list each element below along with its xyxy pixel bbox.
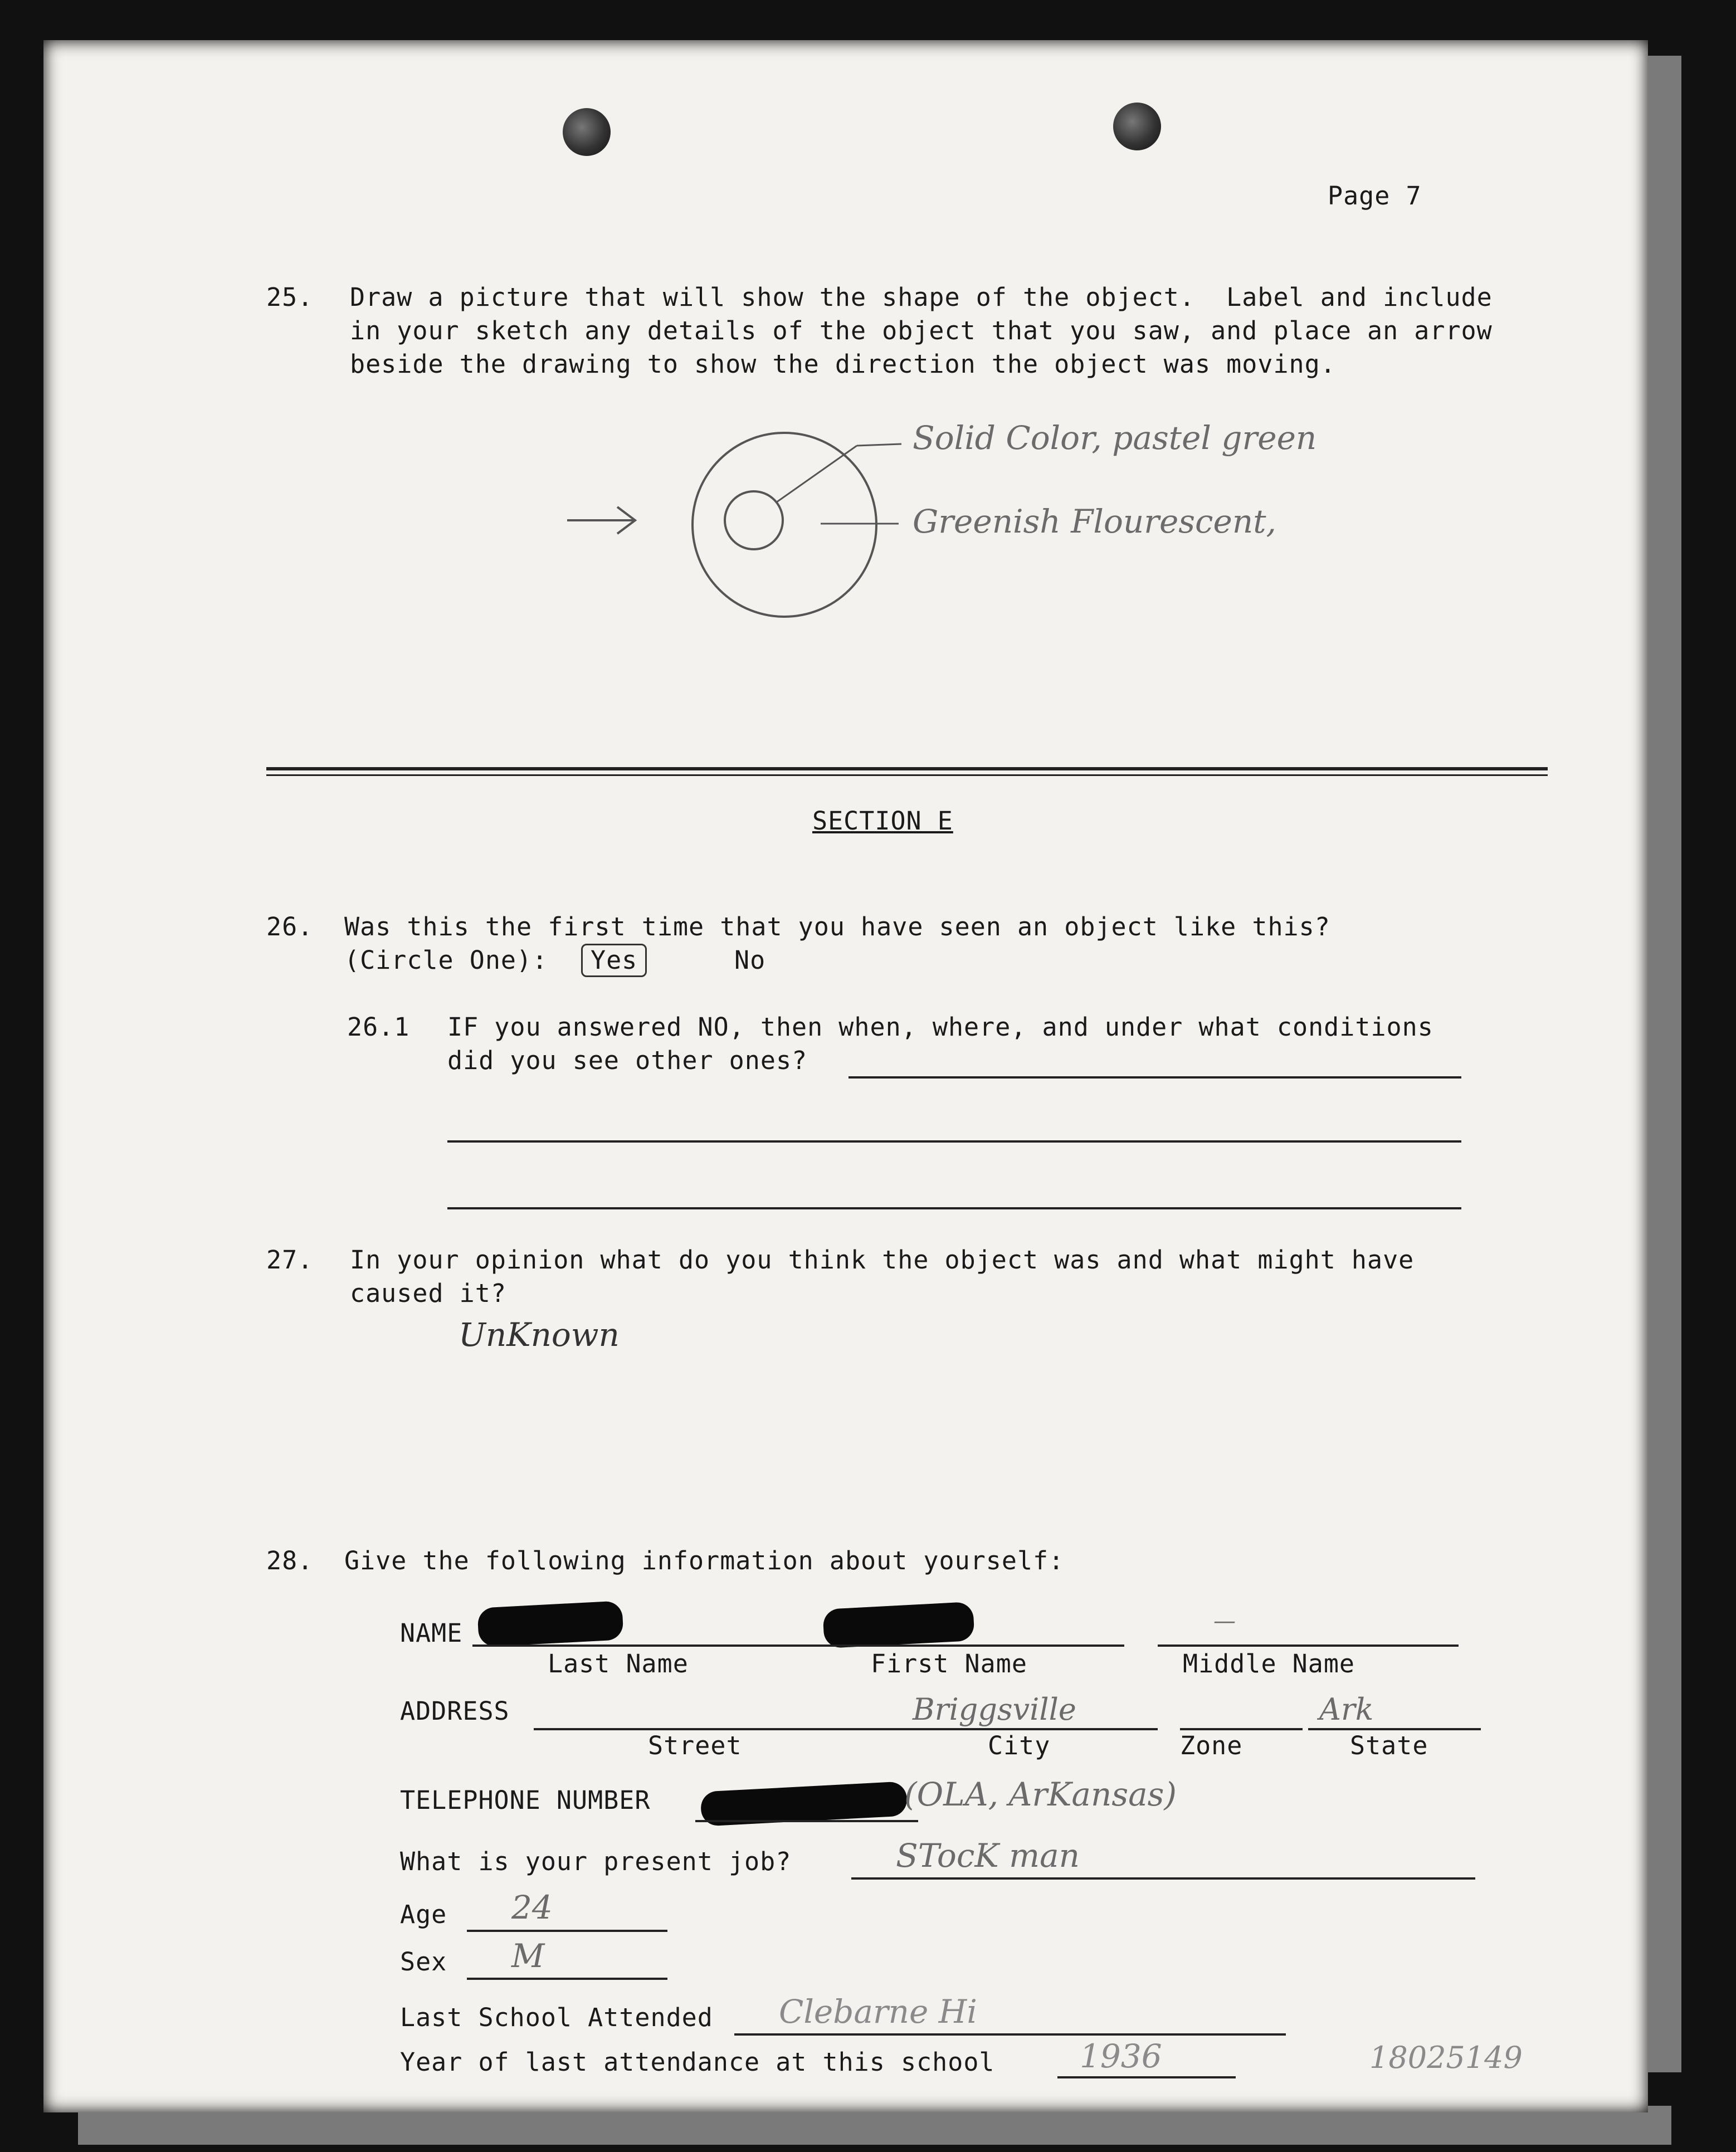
scan-edge-right — [1648, 56, 1681, 2072]
year-line[interactable] — [1057, 2076, 1236, 2078]
city-label: City — [988, 1731, 1051, 1760]
q27-number: 27. — [266, 1245, 314, 1275]
last-name-label: Last Name — [548, 1649, 689, 1678]
state-value: Ark — [1319, 1692, 1374, 1727]
q25-number: 25. — [266, 282, 314, 312]
job-label: What is your present job? — [400, 1847, 792, 1876]
school-label: Last School Attended — [400, 2003, 713, 2032]
page-number: Page 7 — [1328, 181, 1422, 211]
q28-number: 28. — [266, 1546, 314, 1575]
q26-no-option[interactable]: No — [734, 945, 766, 975]
sex-label: Sex — [400, 1947, 447, 1977]
street-label: Street — [648, 1731, 742, 1760]
telephone-label: TELEPHONE NUMBER — [400, 1785, 651, 1815]
job-value: STocK man — [896, 1837, 1080, 1875]
file-number: 18025149 — [1369, 2040, 1523, 2075]
age-value: 24 — [511, 1889, 553, 1926]
first-name-line[interactable] — [812, 1645, 1124, 1647]
section-title: SECTION E — [812, 806, 953, 836]
city-value: Briggsville — [913, 1692, 1076, 1727]
age-line[interactable] — [467, 1930, 667, 1932]
q26-1-line1: IF you answered NO, then when, where, and under what conditions — [447, 1012, 1433, 1042]
q26-1-answer-line-2[interactable] — [447, 1140, 1461, 1143]
telephone-note: (OLA, ArKansas) — [904, 1775, 1177, 1813]
sex-value: M — [511, 1937, 545, 1975]
year-value: 1936 — [1080, 2037, 1162, 2075]
telephone-line[interactable] — [695, 1820, 918, 1822]
sketch-annotation-color: Solid Color, pastel green — [913, 419, 1317, 457]
form-page — [43, 40, 1648, 2112]
address-label: ADDRESS — [400, 1696, 510, 1726]
q26-line1: Was this the first time that you have seen an object like this? — [344, 912, 1330, 941]
q25-line3: beside the drawing to show the direction the object was moving. — [350, 349, 1336, 379]
q27-answer: UnKnown — [459, 1316, 620, 1354]
middle-name-value: — — [1213, 1608, 1236, 1634]
sketch-outer-circle — [693, 433, 876, 617]
q26-1-number: 26.1 — [347, 1012, 410, 1042]
q27-line2: caused it? — [350, 1278, 506, 1308]
middle-name-line[interactable] — [1158, 1645, 1459, 1647]
middle-name-label: Middle Name — [1183, 1649, 1355, 1678]
sketch-leader-outer-tail — [857, 444, 901, 446]
q28-line1: Give the following information about yourself: — [344, 1546, 1065, 1575]
last-name-line[interactable] — [472, 1645, 812, 1647]
section-divider-top — [266, 767, 1548, 770]
q27-line1: In your opinion what do you think the object was and what might have — [350, 1245, 1415, 1275]
q26-1-answer-line-1[interactable] — [849, 1076, 1461, 1079]
redaction-last-name — [477, 1600, 623, 1647]
sketch-inner-circle — [725, 491, 783, 549]
first-name-label: First Name — [871, 1649, 1027, 1678]
q26-yes-option[interactable]: Yes — [581, 944, 647, 977]
zone-label: Zone — [1180, 1731, 1243, 1760]
q26-1-answer-line-3[interactable] — [447, 1207, 1461, 1209]
school-value: Clebarne Hi — [779, 1993, 977, 2031]
school-line[interactable] — [734, 2033, 1286, 2036]
q26-number: 26. — [266, 912, 314, 941]
age-label: Age — [400, 1900, 447, 1929]
q25-line1: Draw a picture that will show the shape of the object. Label and include — [350, 282, 1493, 312]
sketch-annotation-fluorescent: Greenish Flourescent, — [913, 502, 1276, 540]
job-line[interactable] — [851, 1877, 1475, 1880]
year-label: Year of last attendance at this school — [400, 2047, 995, 2077]
state-label: State — [1350, 1731, 1428, 1760]
redaction-first-name — [822, 1602, 974, 1648]
sketch-leader-outer — [776, 446, 857, 502]
q25-line2: in your sketch any details of the object that you saw, and place an arrow — [350, 316, 1493, 345]
sex-line[interactable] — [467, 1978, 667, 1980]
section-divider-bottom — [266, 774, 1548, 776]
name-label: NAME — [400, 1618, 463, 1648]
q26-1-line2: did you see other ones? — [447, 1046, 808, 1075]
q26-circle-label: (Circle One): — [344, 945, 548, 975]
